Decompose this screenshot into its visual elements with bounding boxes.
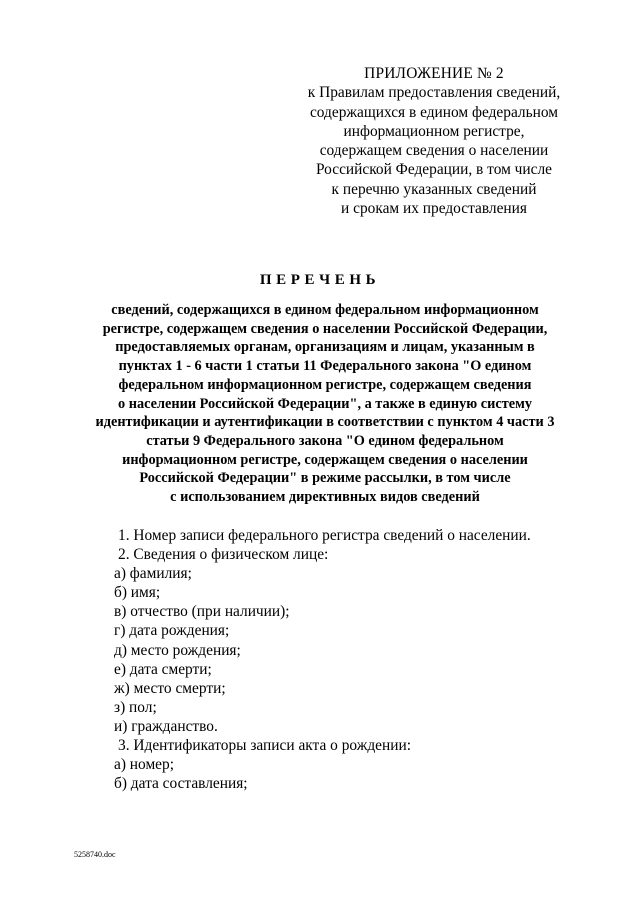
list-item: з) пол; [114,698,157,716]
list-item: 3. Идентификаторы записи акта о рождении: [118,737,411,755]
list-item: д) место рождения; [114,641,241,659]
list-item: 1. Номер записи федерального регистра сведений о населении. [118,527,531,544]
subtitle-line: о населении Российской Федерации", а также в единую систему [118,395,532,412]
list-item: в) отчество (при наличии); [114,603,290,621]
list-item: б) имя; [114,584,161,602]
appendix-line: и срокам их предоставления [341,200,527,218]
list-item: ж) место смерти; [114,679,226,697]
appendix-line: к Правилам предоставления сведений, [307,84,561,102]
list-item: е) дата смерти; [114,660,212,678]
list-item: и) гражданство. [114,717,218,735]
appendix-line: содержащем сведения о населении [319,142,549,160]
subtitle-line: Российской Федерации" в режиме рассылки, в том числе [139,470,511,487]
appendix-header [300,64,568,218]
list-item: а) номер; [114,756,174,774]
subtitle-line: предоставляемых органам, организациям и лицам, указанным в [115,339,535,356]
items-list [114,526,584,793]
list-item: а) фамилия; [114,565,192,583]
subtitle-line: федеральном информационном регистре, содержащем сведения [118,376,532,393]
subtitle-line: регистре, содержащем сведения о населении Российской Федерации, [102,320,548,337]
appendix-line: содержащихся в едином федеральном [309,103,559,121]
subtitle-line: пунктах 1 - 6 части 1 статьи 11 Федерального закона "О едином [118,358,532,375]
subtitle-line: сведений, содержащихся в едином федеральном информационном [111,302,539,318]
list-item: г) дата рождения; [114,622,230,640]
appendix-line: Российской Федерации, в том числе [315,161,553,179]
subtitle-line: идентификации и аутентификации в соответствии с пунктом 4 части 3 [95,414,555,431]
appendix-line: к перечню указанных сведений [331,180,537,198]
appendix-line: информационном регистре, [343,122,525,140]
appendix-title: ПРИЛОЖЕНИЕ № 2 [364,65,504,82]
list-item: 2. Сведения о физическом лице: [118,546,329,564]
subtitle-line: статьи 9 Федерального закона "О едином федеральном [146,432,504,449]
document-heading: ПЕРЕЧЕНЬ [259,272,381,288]
subtitle-line: информационном регистре, содержащем сведения о населении [122,451,528,468]
file-name-footer: 5258740.doc [74,850,116,859]
list-item: б) дата составления; [114,775,248,793]
document-subtitle [60,301,590,507]
subtitle-line: с использованием директивных видов сведений [170,489,480,506]
